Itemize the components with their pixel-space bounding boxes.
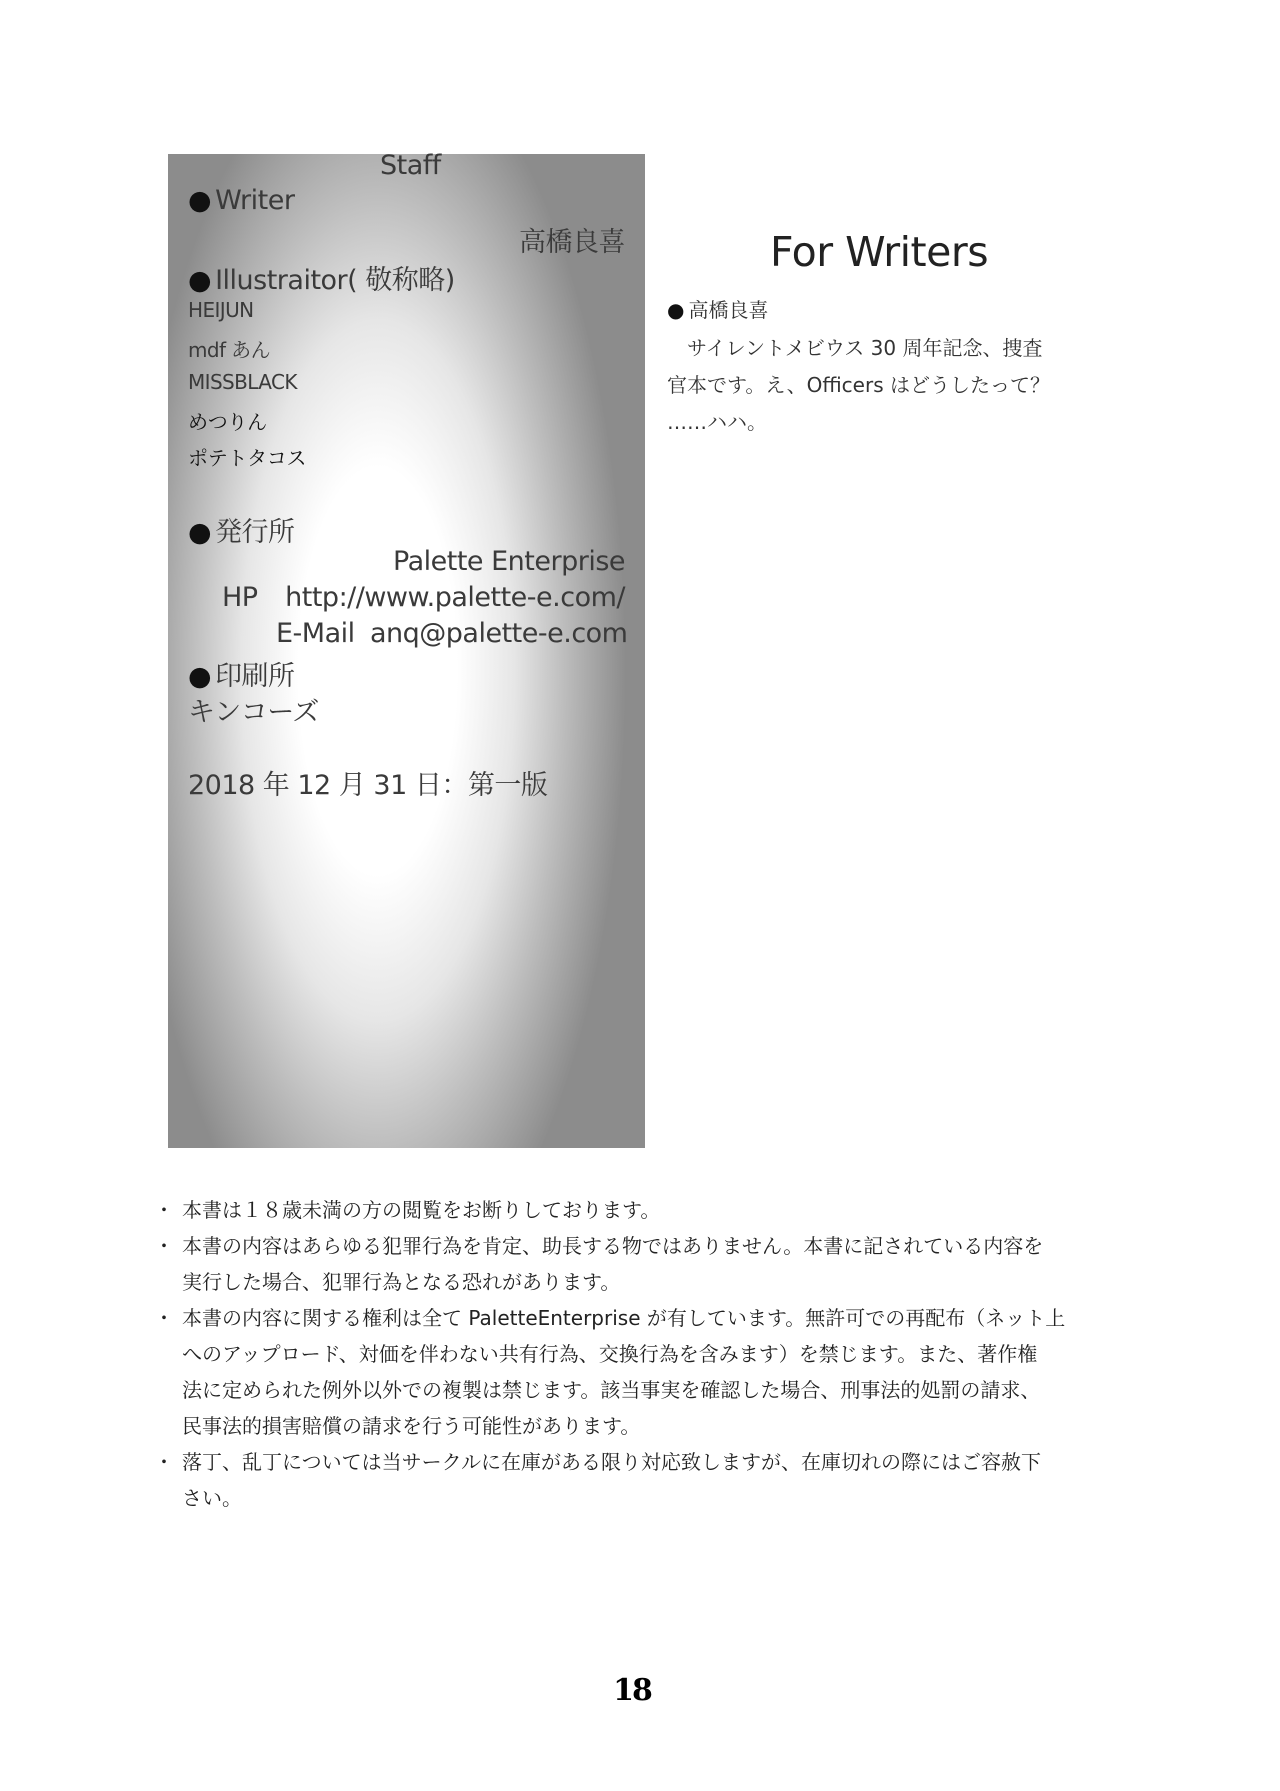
bullet: ・ [154, 1306, 174, 1330]
printer-label: ● 印刷所 [188, 654, 295, 693]
bullet: ・ [154, 1198, 174, 1222]
illustrator-name: めつりん [188, 410, 267, 434]
comment-line: ……ハハ。 [667, 410, 767, 434]
printer-name: キンコーズ [188, 697, 319, 728]
illustrator-name: ポテトタコス [188, 446, 307, 470]
notice-line: 法に定められた例外以外での複製は禁じます。該当事実を確認した場合、刑事法的処罰の請求、 [182, 1378, 1041, 1402]
notice-line: へのアップロード、対価を伴わない共有行為、交換行為を含みます）を禁じます。また、著作権 [182, 1342, 1038, 1366]
notice-line: 本書は１８歳未満の方の閲覧をお断りしております。 [182, 1198, 661, 1222]
notice-line: 民事法的損害賠償の請求を行う可能性があります。 [182, 1414, 641, 1438]
illustrator-name: mdf あん [188, 338, 270, 362]
publisher-name: Palette Enterprise [393, 546, 625, 577]
notice-line: さい。 [182, 1486, 242, 1510]
publisher-label: ● 発行所 [188, 510, 295, 549]
notice-list [154, 1192, 1134, 1516]
bullet: ・ [154, 1234, 174, 1258]
notice-item [154, 1300, 1134, 1444]
comment-line: 官本です。え、Officers はどうしたって？ [667, 373, 1050, 397]
comment-line: サイレントメビウス 30 周年記念、捜査 [667, 336, 1043, 360]
writer-label: ● Writer [188, 185, 294, 216]
hp-label: HP [222, 582, 258, 613]
notice-item [154, 1444, 1134, 1516]
page-number: 18 [613, 1673, 651, 1708]
notice-line: 落丁、乱丁については当サークルに在庫がある限り対応致しますが、在庫切れの際にはご容赦下 [182, 1450, 1041, 1474]
hp-url: http://www.palette-e.com/ [285, 582, 625, 613]
illustrator-name: MISSBLACK [188, 370, 297, 394]
notice-line: 本書の内容に関する権利は全て PaletteEnterprise が有しています。無許可での再配布（ネット上 [182, 1306, 1066, 1330]
email-address: anq@palette-e.com [370, 618, 628, 649]
illustrator-name: HEIJUN [188, 298, 254, 322]
notice-line: 本書の内容はあらゆる犯罪行為を肯定、助長する物ではありません。本書に記されている内容を [182, 1234, 1044, 1258]
for-writers-title: For Writers [770, 228, 989, 276]
email-label: E-Mail [276, 618, 355, 649]
for-writers-name: ● 高橋良喜 [667, 294, 768, 323]
for-writers-comment [667, 330, 1107, 441]
notice-line: 実行した場合、犯罪行為となる恐れがあります。 [182, 1270, 621, 1294]
illustrator-label: ● Illustraitor( 敬称略) [188, 258, 455, 297]
notice-item [154, 1228, 1134, 1300]
publication-date: 2018 年 12 月 31 日：第一版 [188, 770, 548, 801]
staff-heading: Staff [380, 150, 441, 181]
notice-item [154, 1192, 1134, 1228]
bullet: ・ [154, 1450, 174, 1474]
writer-name: 高橋良喜 [519, 227, 625, 258]
